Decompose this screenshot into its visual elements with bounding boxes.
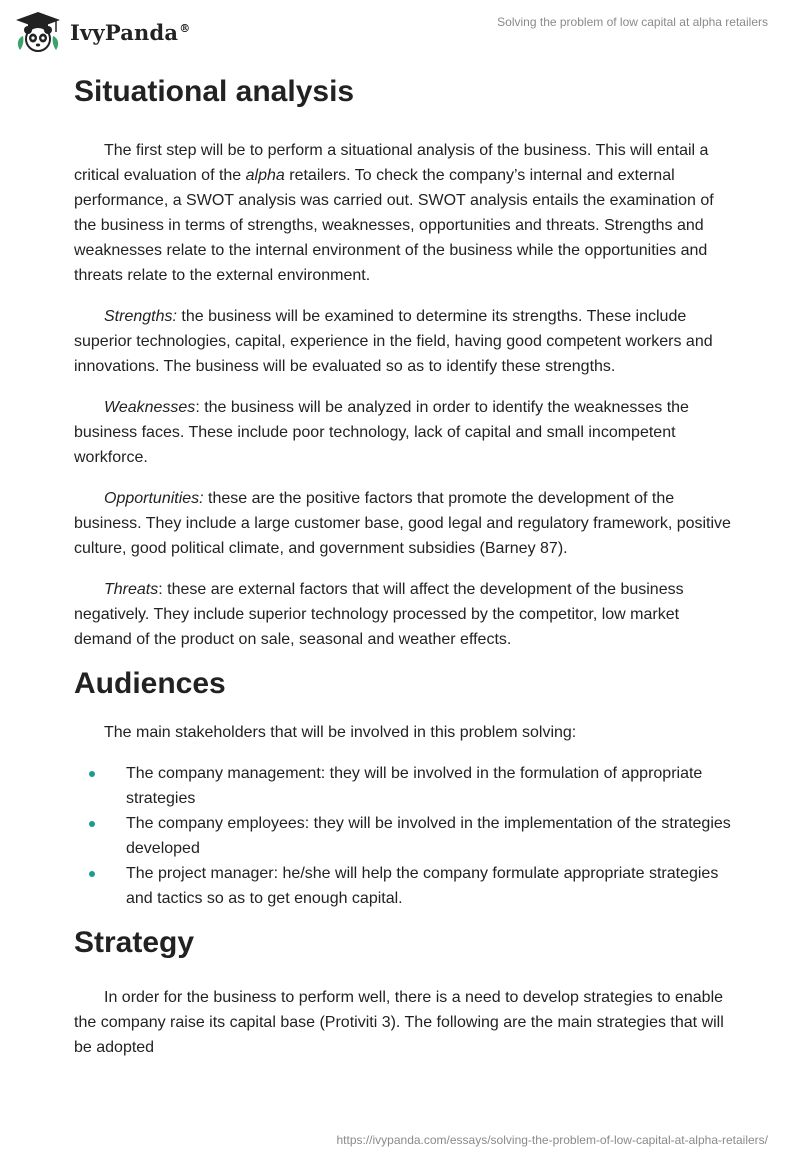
brand-name: IvyPanda®	[70, 19, 191, 45]
ivypanda-logo[interactable]	[14, 10, 190, 54]
bullet-icon	[89, 771, 95, 777]
paragraph-audiences-intro: The main stakeholders that will be involved in this problem solving:	[104, 724, 577, 741]
bullet-icon	[89, 821, 95, 827]
threats-label: Threats	[104, 581, 159, 598]
weaknesses-label: Weaknesses	[104, 399, 196, 416]
alpha-emphasis: alpha	[245, 167, 285, 184]
list-item: The company management: they will be involved in the formulation of appropriate strategies	[74, 761, 734, 811]
paragraph-situational-intro: The first step will be to perform a situational analysis of the business. This will entail a critical evaluation of the alpha retailers. To check the company’s internal and external performance, a SWOT analysis was carried out. SWOT analysis entails the examination of the business in terms of strengths, weaknesses, opportunities and threats. Strengths and weaknesses relate to the internal environment of the business while the opportunities and threats relate to the external environment.	[74, 142, 714, 284]
paragraph-weaknesses: Weaknesses: the business will be analyzed in order to identify the weaknesses the business faces. These include poor technology, lack of capital and small incompetent workforce.	[74, 399, 689, 466]
opportunities-label: Opportunities:	[104, 490, 204, 507]
source-url-link[interactable]: https://ivypanda.com/essays/solving-the-problem-of-low-capital-at-alpha-retailers/	[336, 1133, 768, 1147]
paragraph-opportunities: Opportunities: these are the positive factors that promote the development of the business. They include a large customer base, good legal and regulatory framework, positive culture, good political climate, and government subsidies (Barney 87).	[74, 490, 731, 557]
bullet-icon	[89, 871, 95, 877]
heading-strategy: Strategy	[74, 926, 195, 959]
registered-mark: ®	[179, 21, 191, 35]
strengths-label: Strengths:	[104, 308, 177, 325]
list-item: The company employees: they will be involved in the implementation of the strategies developed	[74, 811, 734, 861]
page-header	[0, 0, 800, 70]
list-item: The project manager: he/she will help the company formulate appropriate strategies and tactics so as to get enough capital.	[74, 861, 734, 911]
paragraph-strengths: Strengths: the business will be examined to determine its strengths. These include superior technologies, capital, experience in the field, having good competent workers and innovations. The business will be evaluated so as to identify these strengths.	[74, 308, 713, 375]
essay-content	[74, 72, 734, 1060]
paragraph-strategy: In order for the business to perform well, there is a need to develop strategies to enable the company raise its capital base (Protiviti 3). The following are the main strategies that will be adopted	[74, 989, 724, 1056]
stakeholder-list	[74, 761, 734, 911]
paragraph-threats: Threats: these are external factors that will affect the development of the business negatively. They include superior technology processed by the competitor, low market demand of the product on sale, seasonal and weather effects.	[74, 581, 684, 648]
heading-audiences: Audiences	[74, 667, 226, 700]
document-title: Solving the problem of low capital at alpha retailers	[497, 15, 768, 29]
panda-graduate-icon	[14, 10, 62, 54]
heading-situational-analysis: Situational analysis	[74, 75, 355, 108]
